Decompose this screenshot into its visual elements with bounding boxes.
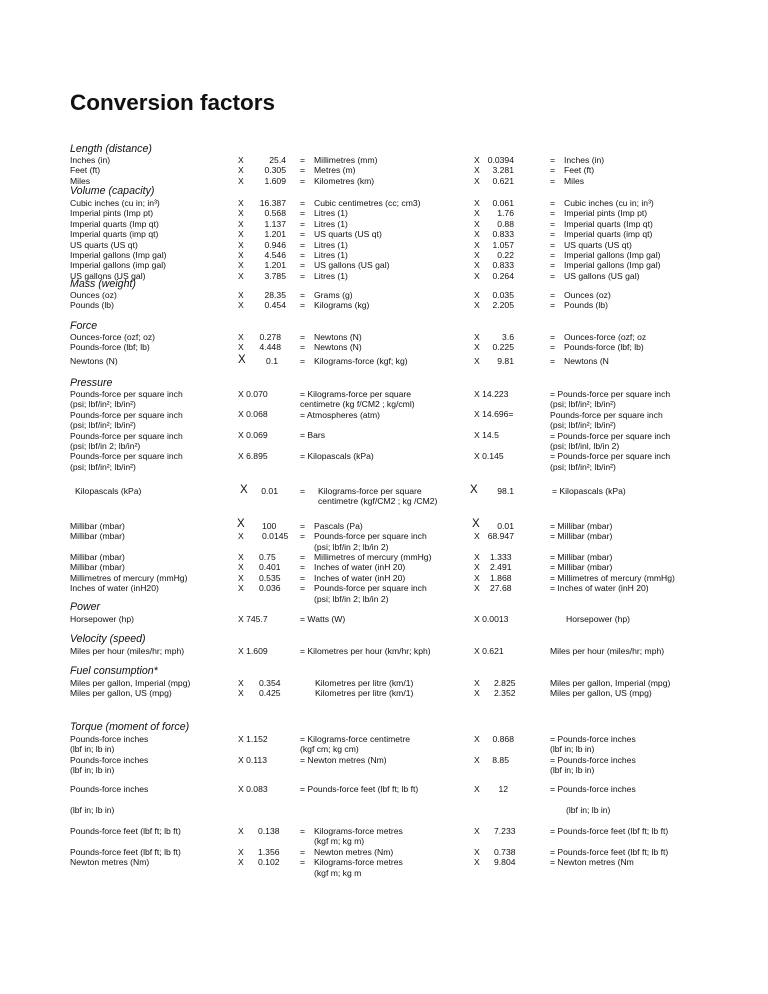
- torque-nm-equals: = =: [300, 847, 306, 868]
- force-x-column-2: X X: [474, 332, 480, 353]
- pressure-misc-targets: Millimetres of mercury (mmHg) Inches of water (inH 20) Inches of water (inH 20) Pounds-force per square inch (psi; lbf/in 2; lb/in 2): [314, 552, 432, 604]
- fuel-x-column: X X: [238, 678, 244, 699]
- power-target: = Watts (W): [300, 614, 346, 624]
- volume-x-column-2: X X X X X X X X: [474, 198, 480, 281]
- torque-factor-a: X 1.152: [238, 734, 268, 744]
- torque-x-b: X: [474, 755, 480, 765]
- mass-source-units: Ounces (oz) Pounds (lb): [70, 290, 117, 311]
- pressure-factor-2d: X 0.145: [474, 451, 504, 461]
- force-newtons-back: Newtons (N: [564, 356, 609, 366]
- volume-equals-2: = = = = = = = =: [550, 198, 556, 281]
- section-fuel-heading: Fuel consumption*: [70, 665, 158, 677]
- volume-source-units: Cubic inches (cu in; in³) Imperial pints (Imp pt) Imperial quarts (Imp qt) Imperial quarts (imp qt) US quarts (US qt) Imperial gallons (Imp gal) Imperial gallons (imp gal) US gallons (US gal): [70, 198, 167, 281]
- volume-target-units: Cubic centimetres (cc; cm3) Litres (1) Litres (1) US quarts (US qt) Litres (1) Litres (1) US gallons (US gal) Litres (1): [314, 198, 421, 281]
- torque-nm-back: = Pounds-force feet (lbf ft; lb ft) = Newton metres (Nm: [550, 847, 669, 868]
- page-title: Conversion factors: [70, 90, 276, 115]
- pressure-back-units: = Pounds-force per square inch (psi; lbf/in²; lb/in²) Pounds-force per square inch (psi; lbf/in²; lb/in²) = Pounds-force per square inch (psi; lbf/inl, lb/in 2) = Pounds-force per square inch (psi; lbf/in²; lb/in²): [550, 389, 671, 472]
- mass-equals: = =: [300, 290, 306, 311]
- torque-lbf-in-sub-left: (lbf in; lb in): [70, 805, 115, 815]
- pressure-misc-x-2: X X X X: [474, 552, 480, 594]
- force-source-units: Ounces-force (ozf; oz) Pounds-force (lbf; lb): [70, 332, 156, 353]
- pressure-mbar-x-a: X: [237, 518, 245, 530]
- force-equals-2: = =: [550, 332, 556, 353]
- torque-lbf-ft-factor-2: 7.233: [494, 826, 516, 836]
- torque-lbf-ft-equals: =: [300, 826, 306, 836]
- torque-x-a: X: [474, 734, 480, 744]
- pressure-mbar-labels: Millibar (mbar) Millibar (mbar): [70, 521, 125, 542]
- pressure-factor-c: X 0.069: [238, 430, 268, 440]
- power-factor-2: X 0.0013: [474, 614, 509, 624]
- torque-nm-factors-2: 0.738 9.804: [494, 847, 516, 868]
- length-factors-2: 0.0394 3.281 0.621: [487, 155, 514, 186]
- force-newtons-x-2: X: [474, 356, 480, 366]
- torque-nm-labels: Pounds-force feet (lbf ft; lb ft) Newton metres (Nm): [70, 847, 181, 868]
- force-newtons-target: Kilograms-force (kgf; kg): [314, 356, 408, 366]
- force-newtons-equals: =: [300, 356, 306, 366]
- pressure-mbar-back: = Millibar (mbar) = Millibar (mbar): [550, 521, 613, 542]
- mass-x-column-2: X X: [474, 290, 480, 311]
- pressure-target-a: = Kilograms-force per square centimetre (kg f/CM2 ; kg/cml) = Atmospheres (atm): [300, 389, 415, 420]
- mass-target-units: Grams (g) Kilograms (kg): [314, 290, 370, 311]
- velocity-target: = Kilometres per hour (km/hr; kph): [300, 646, 431, 656]
- force-target-units: Newtons (N) Newtons (N): [314, 332, 362, 353]
- pressure-target-c: = Bars: [300, 430, 326, 440]
- volume-equals: = = = = = = = =: [300, 198, 306, 281]
- pressure-kpa-label: Kilopascals (kPa): [75, 486, 142, 496]
- pressure-factor-b: X 0.068: [238, 409, 268, 419]
- section-volume-heading: Volume (capacity): [70, 185, 155, 197]
- velocity-factor: X 1.609: [238, 646, 268, 656]
- power-source: Horsepower (hp): [70, 614, 134, 624]
- pressure-factor-2c: X 14.5: [474, 430, 499, 440]
- torque-factor-2a: 0.868: [492, 734, 514, 744]
- pressure-source-units: Pounds-force per square inch (psi; lbf/in²; lb/in²) Pounds-force per square inch (psi; lbf/in²; lb/in²) Pounds-force per square inch (psi; lbf/in 2; lb/in²) Pounds-force per square inch (psi; lbf/in²; lb/in²): [70, 389, 183, 472]
- fuel-back-units: Miles per gallon, Imperial (mpg) Miles per gallon, US (mpg): [550, 678, 671, 699]
- force-newtons-equals-2: =: [550, 356, 556, 366]
- force-factors-2: 3.6 0.225: [492, 332, 514, 353]
- torque-lbf-ft-back: = Pounds-force feet (lbf ft; lb ft): [550, 826, 669, 836]
- section-mass-heading: Mass (weight): [70, 278, 136, 290]
- power-factor: X 745.7: [238, 614, 268, 624]
- volume-factors: 16.387 0.568 1.137 1.201 0.946 4.546 1.201 3.785: [259, 198, 286, 281]
- pressure-factor-d: X 6.895: [238, 451, 268, 461]
- torque-back-units: = Pounds-force inches (lbf in; lb in) = Pounds-force inches (lbf in; lb in): [550, 734, 636, 776]
- length-equals: = = =: [300, 155, 306, 186]
- pressure-mbar-targets: Pascals (Pa) Pounds-force per square inch (psi; lbf/in 2; lb/in 2): [314, 521, 427, 552]
- section-pressure-heading: Pressure: [70, 377, 113, 389]
- pressure-kpa-x: X: [240, 484, 248, 496]
- pressure-mbar-x-2b: X: [474, 531, 480, 541]
- length-factors: 25.4 0.305 1.609: [264, 155, 286, 186]
- torque-lbf-in-target: = Pounds-force feet (lbf ft; lb ft): [300, 784, 419, 794]
- torque-nm-factors: 1.356 0.102: [258, 847, 280, 868]
- pressure-kpa-target: Kilograms-force per square centimetre (kgf/CM2 ; kg /CM2): [318, 486, 438, 507]
- pressure-misc-factors-2: 1.333 2.491 1.868 27.68: [490, 552, 512, 594]
- force-newtons-factor-2: 9.81: [497, 356, 514, 366]
- pressure-factor-2a: X 14.223: [474, 389, 509, 399]
- pressure-misc-x: X X X X: [238, 552, 244, 594]
- torque-lbf-in-label: Pounds-force inches: [70, 784, 149, 794]
- pressure-mbar-equals: = =: [300, 521, 306, 542]
- velocity-factor-2: X 0.621: [474, 646, 504, 656]
- force-back-units: Ounces-force (ozf; oz Pounds-force (lbf; lb): [564, 332, 647, 353]
- mass-x-column: X X: [238, 290, 244, 311]
- mass-factors: 28.35 0.454: [264, 290, 286, 311]
- velocity-back: Miles per hour (miles/hr; mph): [550, 646, 665, 656]
- torque-factor-b: X 0.113: [238, 755, 267, 765]
- length-x-column: X X X: [238, 155, 244, 186]
- torque-targets: = Kilograms-force centimetre (kgf cm; kg cm) = Newton metres (Nm): [300, 734, 411, 765]
- fuel-x-column-2: X X: [474, 678, 480, 699]
- pressure-target-d: = Kilopascals (kPa): [300, 451, 374, 461]
- length-target-units: Millimetres (mm) Metres (m) Kilometres (km): [314, 155, 378, 186]
- fuel-source-units: Miles per gallon, Imperial (mpg) Miles per gallon, US (mpg): [70, 678, 191, 699]
- volume-x-column: X X X X X X X X: [238, 198, 244, 281]
- torque-lbf-in-factor-2: 12: [498, 784, 508, 794]
- pressure-factor-a: X 0.070: [238, 389, 268, 399]
- length-back-units: Inches (in) Feet (ft) Miles: [564, 155, 605, 186]
- fuel-factors-2: 2.825 2.352: [494, 678, 516, 699]
- fuel-factors: 0.354 0.425: [259, 678, 281, 699]
- pressure-kpa-factor: 0.01: [261, 486, 278, 496]
- torque-source-units: Pounds-force inches (lbf in; lb in) Pounds-force inches (lbf in; lb in): [70, 734, 149, 776]
- torque-nm-targets: Newton metres (Nm) Kilograms-force metres (kgf m; kg m: [314, 847, 403, 878]
- section-velocity-heading: Velocity (speed): [70, 633, 146, 645]
- pressure-misc-labels: Millibar (mbar) Millibar (mbar) Millimetres of mercury (mmHg) Inches of water (inH20): [70, 552, 188, 594]
- torque-lbf-ft-x-2: X: [474, 826, 480, 836]
- section-power-heading: Power: [70, 601, 101, 613]
- pressure-factor-2b: X 14.696=: [474, 409, 514, 419]
- length-x-column-2: X X X: [474, 155, 480, 186]
- section-force-heading: Force: [70, 320, 98, 332]
- volume-back-units: Cubic inches (cu in; in³) Imperial pints (Imp pt) Imperial quarts (Imp qt) Imperial quarts (imp qt) US quarts (US qt) Imperial gallons (Imp gal) Imperial gallons (Imp gal) US gallons (US gal): [564, 198, 661, 281]
- mass-back-units: Ounces (oz) Pounds (lb): [564, 290, 611, 311]
- section-torque-heading: Torque (moment of force): [70, 721, 190, 733]
- torque-lbf-ft-x: X: [238, 826, 244, 836]
- volume-factors-2: 0.061 1.76 0.88 0.833 1.057 0.22 0.833 0.264: [492, 198, 514, 281]
- torque-lbf-ft-label: Pounds-force feet (lbf ft; lb ft): [70, 826, 181, 836]
- torque-lbf-ft-target: Kilograms-force metres (kgf m; kg m): [314, 826, 403, 847]
- pressure-kpa-back: = Kilopascals (kPa): [552, 486, 626, 496]
- pressure-misc-back: = Millibar (mbar) = Millibar (mbar) = Millimetres of mercury (mmHg) = Inches of water (inH 20): [550, 552, 675, 594]
- pressure-kpa-factor-2: 98.1: [497, 486, 514, 496]
- pressure-mbar-factors: 100 0.0145: [262, 521, 289, 542]
- torque-lbf-in-x-2: X: [474, 784, 480, 794]
- pressure-mbar-x-b: X: [238, 531, 244, 541]
- torque-lbf-in-back: = Pounds-force inches: [550, 784, 636, 794]
- force-factors: 0.278 4.448: [259, 332, 281, 353]
- mass-factors-2: 0.035 2.205: [492, 290, 514, 311]
- force-newtons-factor: 0.1: [266, 356, 278, 366]
- section-length-heading: Length (distance): [70, 143, 152, 155]
- pressure-mbar-factors-2: 0.01 68.947: [487, 521, 514, 542]
- torque-nm-x-2: X X: [474, 847, 480, 868]
- mass-equals-2: = =: [550, 290, 556, 311]
- length-source-units: Inches (in) Feet (ft) Miles: [70, 155, 111, 186]
- torque-lbf-ft-factor: 0.138: [258, 826, 280, 836]
- pressure-kpa-equals: =: [300, 486, 306, 496]
- pressure-misc-equals: = = = =: [300, 552, 306, 594]
- torque-nm-x: X X: [238, 847, 244, 868]
- torque-lbf-in-factor: X 0.083: [238, 784, 268, 794]
- torque-lbf-in-sub-right: (lbf in; lb in): [566, 805, 611, 815]
- force-equals: = =: [300, 332, 306, 353]
- force-x-column: X X: [238, 332, 244, 353]
- force-newtons-x: X: [238, 354, 246, 366]
- length-equals-2: = = =: [550, 155, 556, 186]
- fuel-target-units: Kilometres per litre (km/1) Kilometres per litre (km/1): [315, 678, 414, 699]
- velocity-source: Miles per hour (miles/hr; mph): [70, 646, 185, 656]
- force-newtons-label: Newtons (N): [70, 356, 118, 366]
- pressure-misc-factors: 0.75 0.401 0.535 0.036: [259, 552, 281, 594]
- pressure-kpa-x-2: X: [470, 484, 478, 496]
- power-back: Horsepower (hp): [566, 614, 630, 624]
- torque-factor-2b: 8.85: [492, 755, 509, 765]
- pressure-mbar-x-2a: X: [472, 518, 480, 530]
